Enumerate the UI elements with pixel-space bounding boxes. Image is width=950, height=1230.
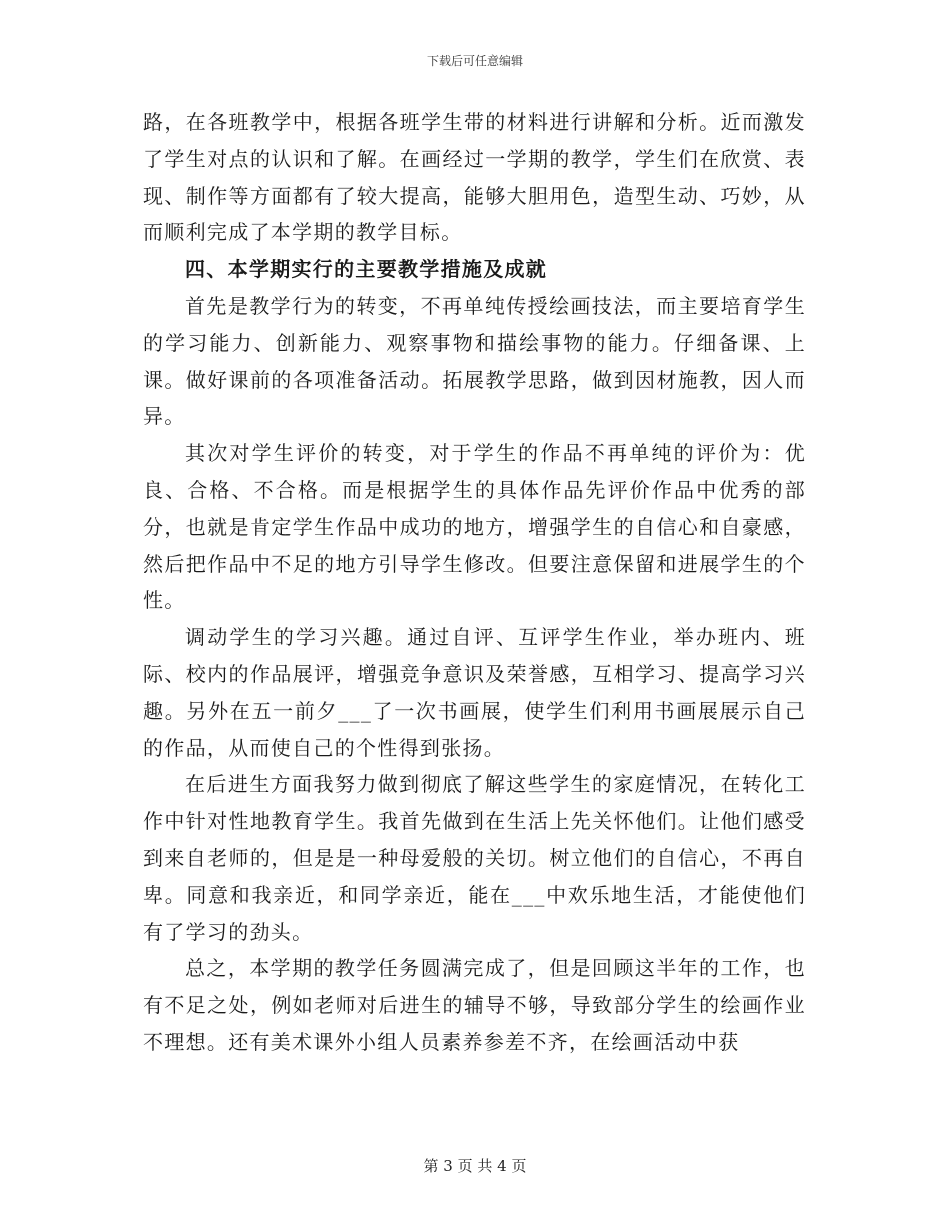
document-body [143,104,806,1061]
paragraph-learning-interest: 调动学生的学习兴趣。通过自评、互评学生作业，举办班内、班际、校内的作品展评，增强竞争意识及荣誉感，互相学习、提高学习兴趣。另外在五一前夕___了一次书画展，使学生们利用书画展展示自己的作品，从而使自己的个性得到张扬。 [143,625,806,760]
paragraph-summary: 总之，本学期的教学任务圆满完成了，但是回顾这半年的工作，也有不足之处，例如老师对后进生的辅导不够，导致部分学生的绘画作业不理想。还有美术课外小组人员素养参差不齐，在绘画活动中获 [143,956,806,1054]
paragraph-student-evaluation: 其次对学生评价的转变，对于学生的作品不再单纯的评价为：优良、合格、不合格。而是根据学生的具体作品先评价作品中优秀的部分，也就是肯定学生作品中成功的地方，增强学生的自信心和自豪感，然后把作品中不足的地方引导学生修改。但要注意保留和进展学生的个性。 [143,441,806,613]
paragraph-underachievers: 在后进生方面我努力做到彻底了解这些学生的家庭情况，在转化工作中针对性地教育学生。我首先做到在生活上先关怀他们。让他们感受到来自老师的，但是是一种母爱般的关切。树立他们的自信心，不再自卑。同意和我亲近，和同学亲近，能在___中欢乐地生活，才能使他们有了学习的劲头。 [143,772,806,944]
section-heading: 四、本学期实行的主要教学措施及成就 [185,257,548,282]
page-footer: 第 3 页 共 4 页 [423,1157,527,1175]
paragraph-teaching-behavior: 首先是教学行为的转变，不再单纯传授绘画技法，而主要培育学生的学习能力、创新能力、观察事物和描绘事物的能力。仔细备课、上课。做好课前的各项准备活动。拓展教学思路，做到因材施教，因人而异。 [143,293,806,429]
page-header: 下载后可任意编辑 [426,54,523,68]
paragraph-continued: 路，在各班教学中，根据各班学生带的材料进行讲解和分析。近而激发了学生对点的认识和了解。在画经过一学期的教学，学生们在欣赏、表现、制作等方面都有了较大提高，能够大胆用色，造型生动、巧妙，从而顺利完成了本学期的教学目标。 [143,110,806,245]
